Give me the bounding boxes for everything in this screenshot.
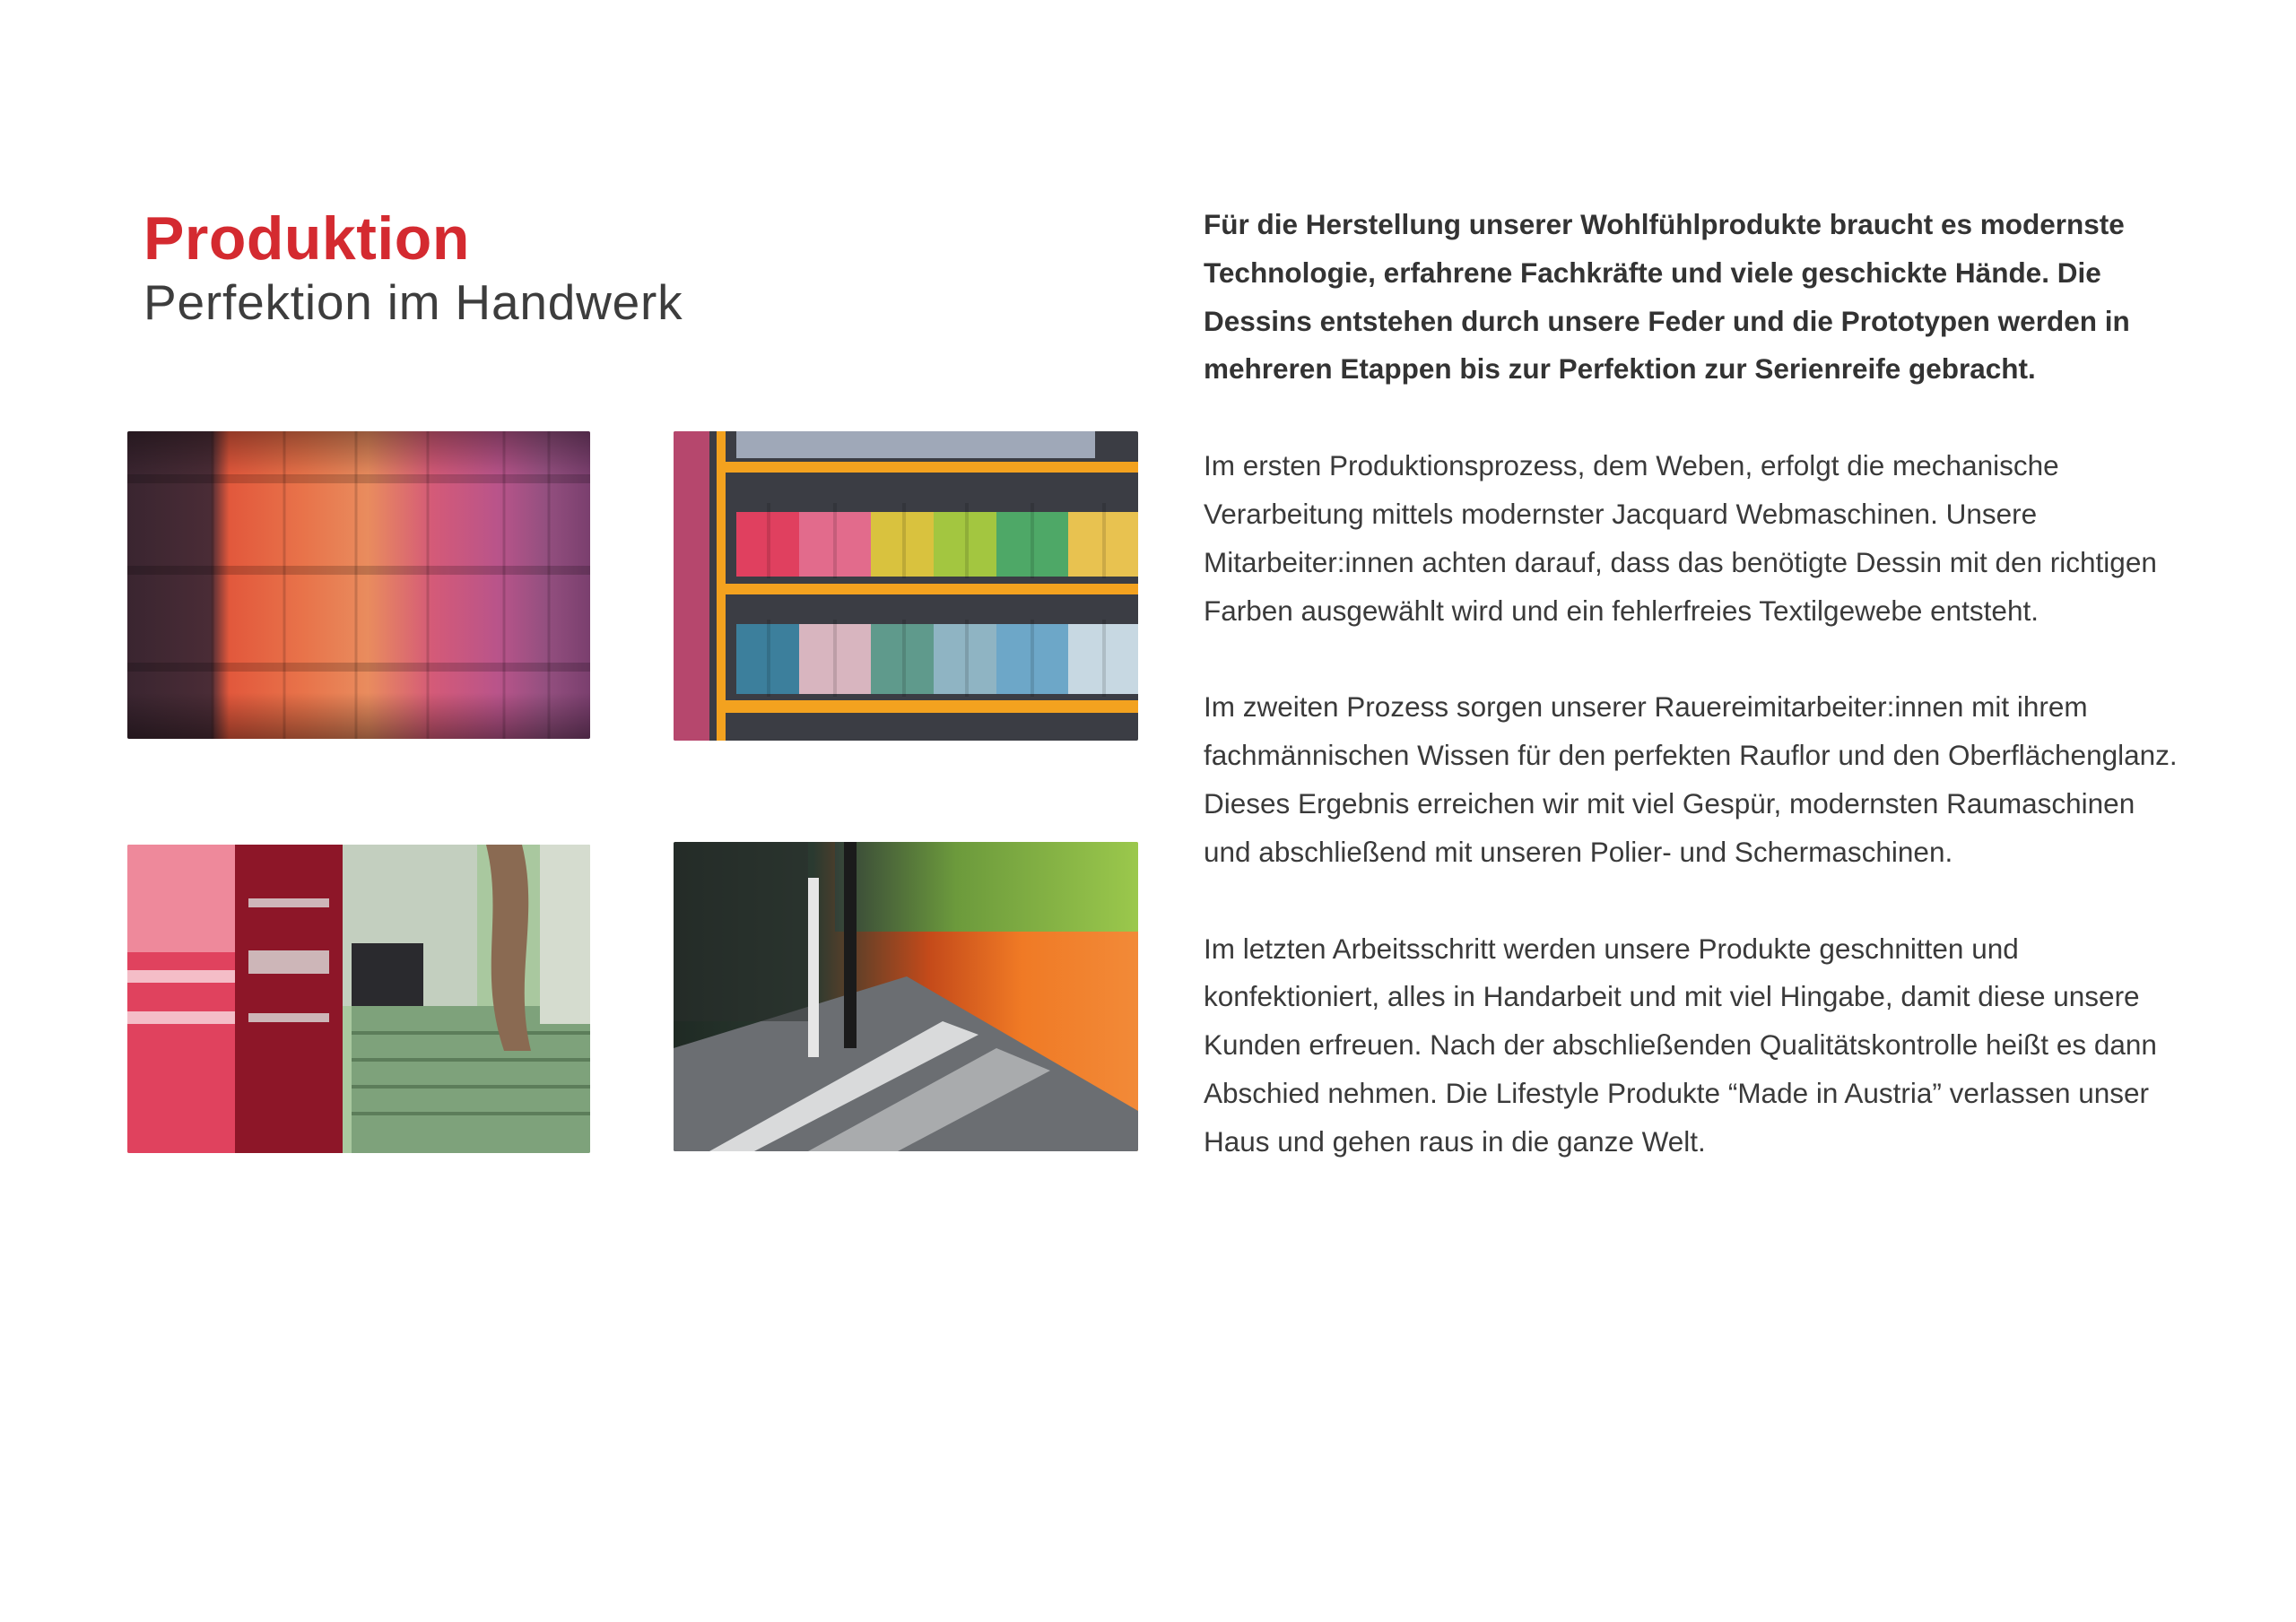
page-title: Produktion	[144, 204, 470, 273]
weaving-loom-photo	[674, 842, 1138, 1151]
lead-paragraph: Für die Herstellung unserer Wohlfühlprodukte braucht es modernste Technologie, erfahrene Fachkräfte und viele geschickte Hände. Die Dessins entstehen durch unsere Feder und die Prototypen werden in mehreren Etappen bis zur Perfektion zur Serienreife gebracht.	[1204, 208, 2130, 386]
body-text-column	[1204, 201, 2181, 1215]
raising-paragraph: Im zweiten Prozess sorgen unserer Rauereimitarbeiter:innen mit ihrem fachmännischen Wissen für den perfekten Rauflor und den Oberflächenglanz. Dieses Ergebnis erreichen wir mit viel Gespür, modernsten Raumaschinen und abschließend mit unseren Polier- und Schermaschinen.	[1204, 690, 2178, 868]
yarn-shelves-photo	[674, 431, 1138, 741]
patterned-blanket-machine-photo	[127, 845, 590, 1153]
yarn-cones-closeup-photo	[127, 431, 590, 739]
weaving-paragraph: Im ersten Produktionsprozess, dem Weben, erfolgt die mechanische Verarbeitung mittels modernster Jacquard Webmaschinen. Unsere Mitarbeiter:innen achten darauf, dass das benötigte Dessin mit den richtigen Farben ausgewählt wird und ein fehlerfreies Textilgewebe entsteht.	[1204, 449, 2157, 627]
finishing-paragraph: Im letzten Arbeitsschritt werden unsere Produkte geschnitten und konfektioniert, alles in Handarbeit und mit viel Hingabe, damit diese unsere Kunden erfreuen. Nach der abschließenden Qualitätskontrolle heißt es dann Abschied nehmen. Die Lifestyle Produkte “Made in Austria” verlassen unser Haus und gehen raus in die ganze Welt.	[1204, 932, 2157, 1158]
page-subtitle: Perfektion im Handwerk	[144, 274, 683, 330]
